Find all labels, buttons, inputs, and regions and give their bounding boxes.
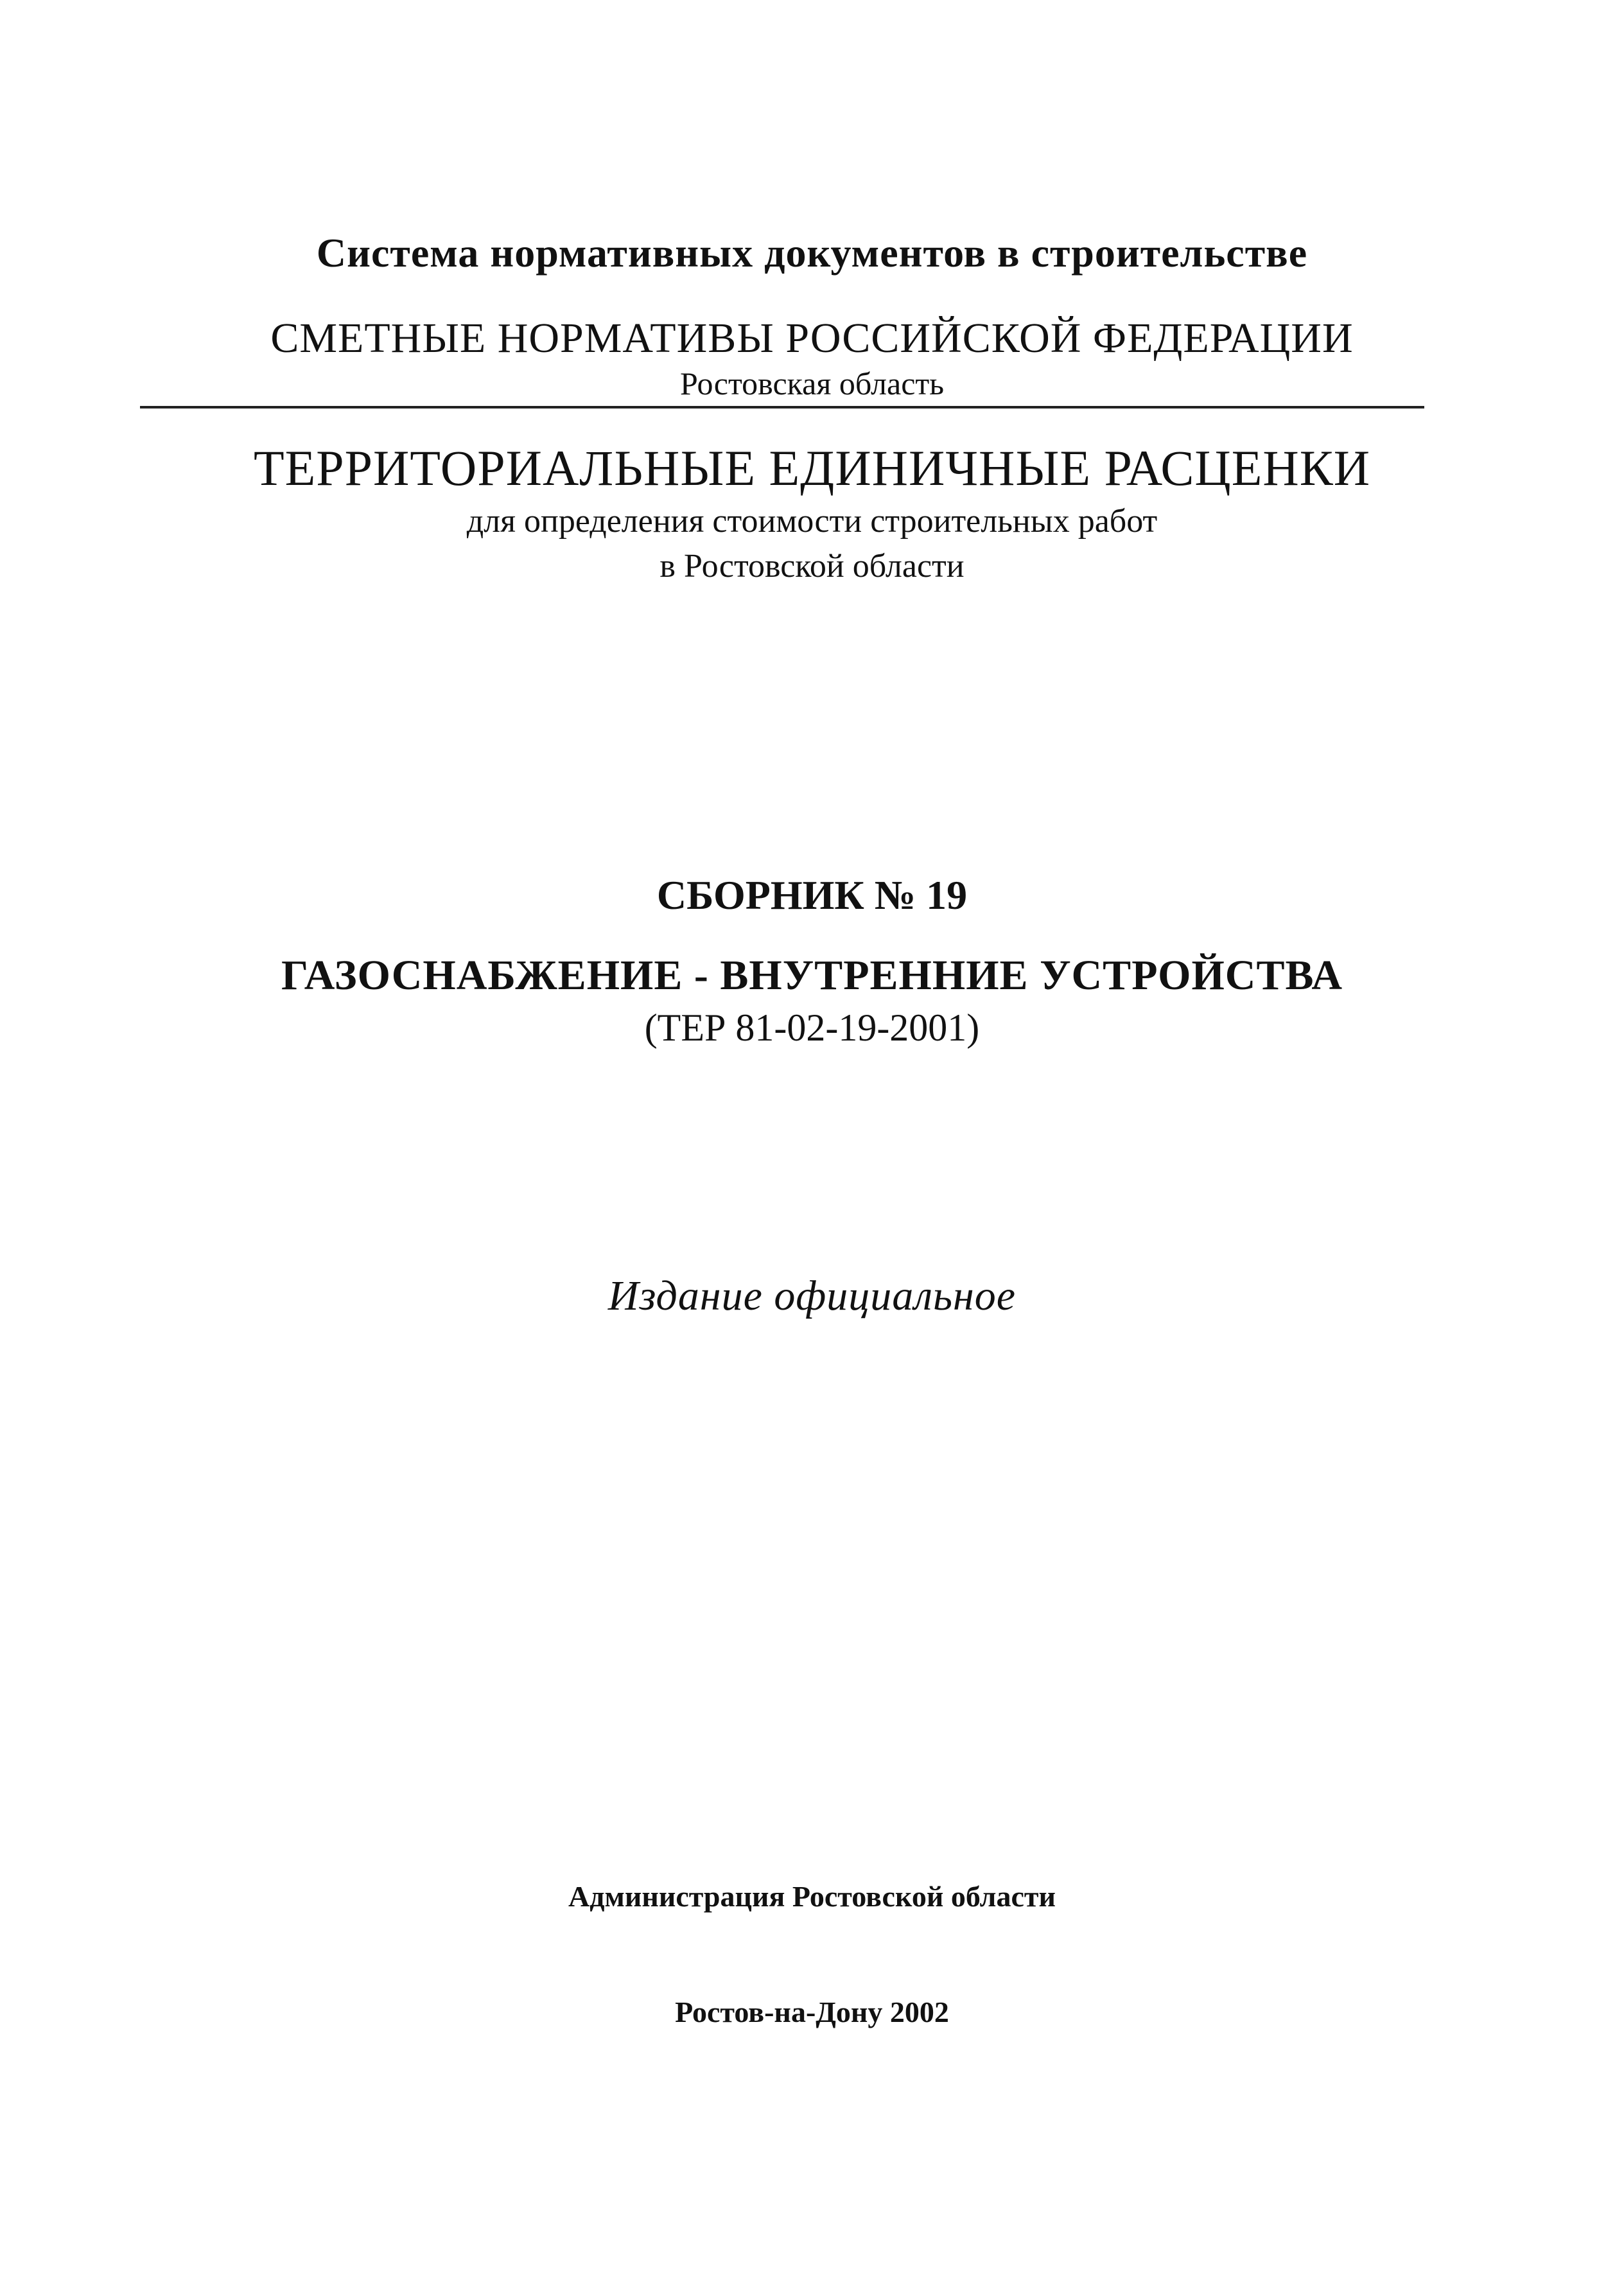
- subtitle-line-1: для определения стоимости строительных работ: [466, 503, 1158, 540]
- estimates-heading: СМЕТНЫЕ НОРМАТИВЫ РОССИЙСКОЙ ФЕДЕРАЦИИ: [270, 315, 1354, 362]
- publisher: Администрация Ростовской области: [568, 1880, 1056, 1913]
- subtitle-line-2: в Ростовской области: [659, 548, 965, 584]
- collection-number: СБОРНИК № 19: [656, 872, 968, 918]
- main-title: ТЕРРИТОРИАЛЬНЫЕ ЕДИНИЧНЫЕ РАСЦЕНКИ: [253, 440, 1371, 496]
- region-label: Ростовская область: [679, 365, 945, 401]
- collection-topic: ГАЗОСНАБЖЕНИЕ - ВНУТРЕННИЕ УСТРОЙСТВА: [281, 952, 1343, 999]
- document-code: (ТЕР 81-02-19-2001): [644, 1006, 980, 1049]
- city-year: Ростов-на-Дону 2002: [675, 1996, 949, 2028]
- document-series: Система нормативных документов в строительстве: [316, 230, 1308, 276]
- header-divider: [140, 406, 1424, 408]
- edition-label: Издание официальное: [607, 1272, 1017, 1319]
